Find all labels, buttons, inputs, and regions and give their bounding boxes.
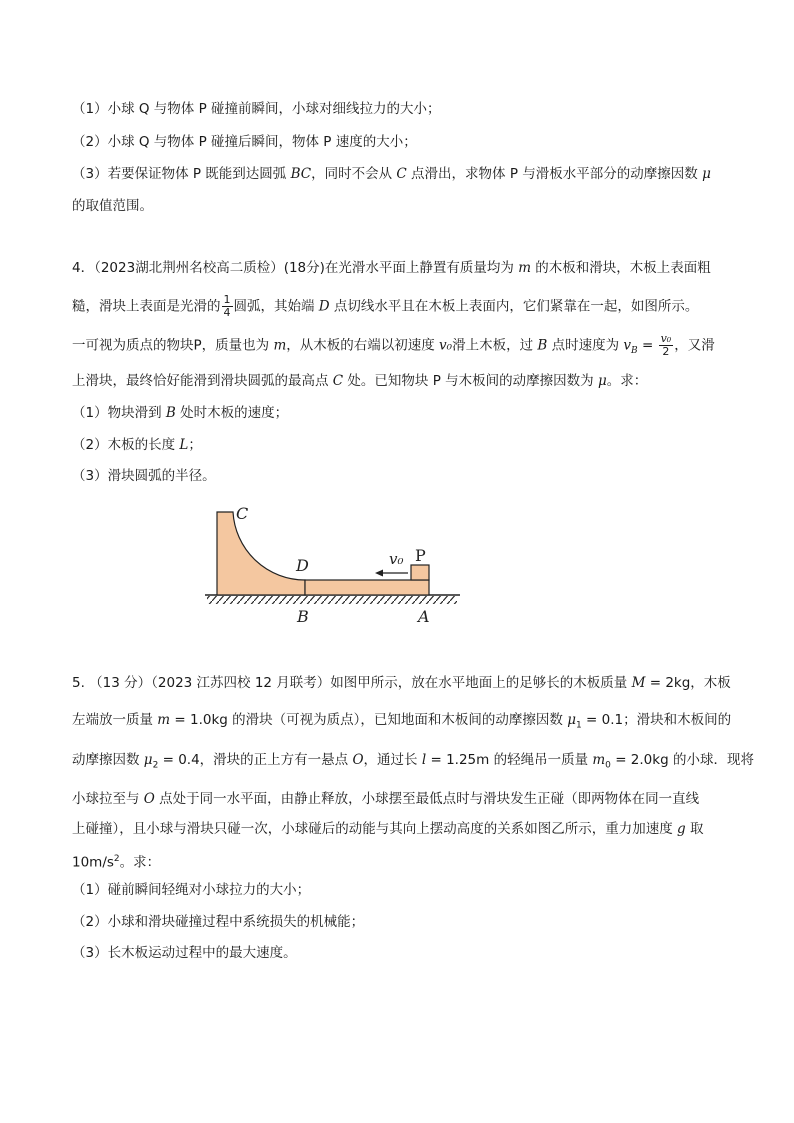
p5-line5: 上碰撞），且小球与滑块只碰一次，小球碰后的动能与其向上摆动高度的关系如图乙所示，重力加速度 g 取 xyxy=(72,821,704,837)
label-a: A xyxy=(418,607,430,626)
p4-q1: （1）物块滑到 B 处时木板的速度； xyxy=(72,405,289,421)
fraction-v0-half: $\frac{\text{v₀}}{2}$ xyxy=(660,332,672,358)
label-p: P xyxy=(415,546,426,565)
p5-line3: 动摩擦因数 $\mu_2 = 0.4$，滑块的正上方有一悬点 O，通过长 l = 1.25m 的轻绳吊一质量 $m_0 = 2.0kg$ 的小球．现将 xyxy=(72,752,754,771)
wooden-board xyxy=(305,580,429,595)
p5-line4: 小球拉至与 O 点处于同一水平面，由静止释放，小球摆至最低点时与滑块发生正碰（即两物体在同一直线 xyxy=(72,791,700,807)
p5-q2: （2）小球和滑块碰撞过程中系统损失的机械能； xyxy=(72,914,365,930)
ground-hatch xyxy=(207,596,457,604)
block-p xyxy=(411,565,429,580)
label-c: C xyxy=(236,505,249,523)
label-d: D xyxy=(296,556,309,575)
p4-line2: 糙，滑块上表面是光滑的 $\frac{1}{4}$ 圆弧，其始端 D 点切线水平且在木板上表面内，它们紧靠在一起，如图所示。 xyxy=(72,293,699,319)
board-slider-figure xyxy=(205,505,465,630)
p5-line6: $10m/s^2$。求： xyxy=(72,854,161,871)
p5-line1: 5. （13 分）（2023 江苏四校 12 月联考）如图甲所示，放在水平地面上的足够长的木板质量 M = 2kg，木板 xyxy=(72,675,731,691)
arc-slider xyxy=(217,512,305,595)
label-b: B xyxy=(297,607,309,626)
fraction-quarter: $\frac{1}{4}$ xyxy=(223,293,231,319)
prev-q3-cont: 的取值范围。 xyxy=(72,198,153,214)
arrow-head xyxy=(375,570,383,577)
prev-q3: （3）若要保证物体 P 既能到达圆弧 BC，同时不会从 C 点滑出，求物体 P 与滑板水平部分的动摩擦因数 μ xyxy=(72,166,711,182)
p5-q1: （1）碰前瞬间轻绳对小球拉力的大小； xyxy=(72,882,311,898)
prev-q2: （2）小球 Q 与物体 P 碰撞后瞬间，物体 P 速度的大小； xyxy=(72,134,417,150)
p4-line1: 4．（2023湖北荆州名校高二质检）(18分)在光滑水平面上静置有质量均为 m 的木板和滑块，木板上表面粗 xyxy=(72,260,711,276)
p5-line2: 左端放一质量 m = 1.0kg 的滑块（可视为质点），已知地面和木板间的动摩擦因数 $\mu_1 = 0.1$；滑块和木板间的 xyxy=(72,712,732,731)
label-v0: v₀ xyxy=(389,550,404,568)
p4-q2: （2）木板的长度 L； xyxy=(72,437,202,453)
p4-line3: 一可视为质点的物块P，质量也为 m，从木板的右端以初速度 v₀滑上木板，过 B 点时速度为 $v_B$ = $\frac{\text{v₀}}{2}$ ，又滑 xyxy=(72,332,715,358)
prev-q1: （1）小球 Q 与物体 P 碰撞前瞬间，小球对细线拉力的大小； xyxy=(72,101,441,117)
p4-q3: （3）滑块圆弧的半径。 xyxy=(72,468,216,484)
p5-q3: （3）长木板运动过程中的最大速度。 xyxy=(72,945,297,961)
p4-line4: 上滑块，最终恰好能滑到滑块圆弧的最高点 C 处。已知物块 P 与木板间的动摩擦因数为 μ。求： xyxy=(72,373,648,389)
